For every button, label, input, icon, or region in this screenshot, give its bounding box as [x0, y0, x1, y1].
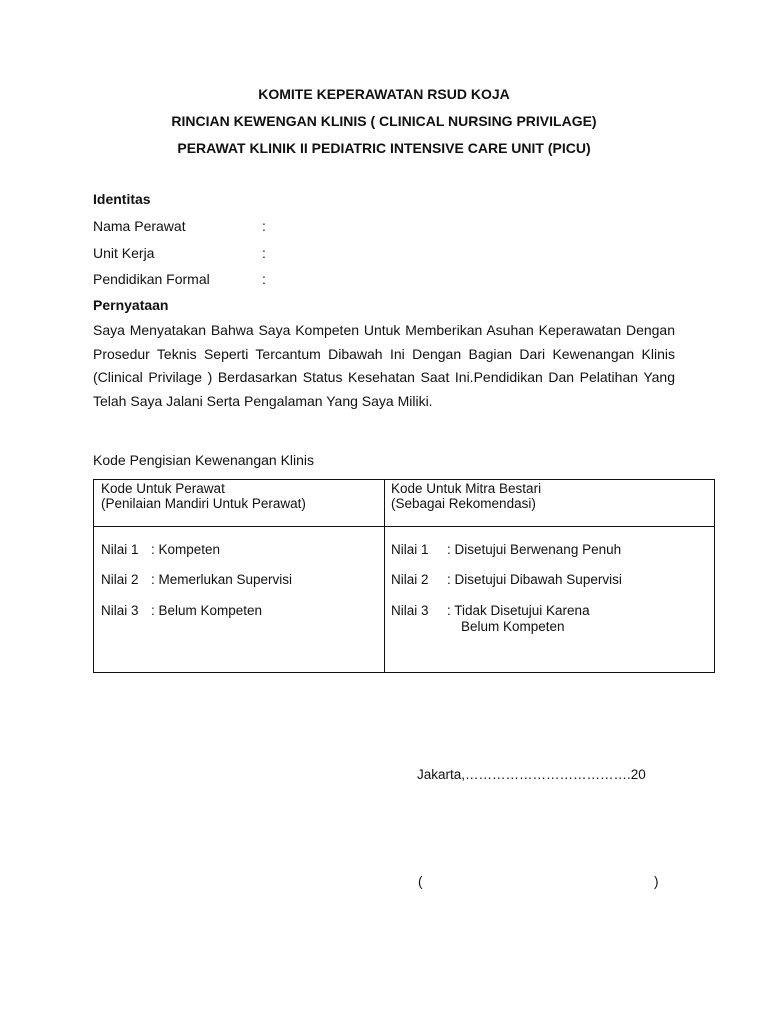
right-nilai-row: [391, 603, 590, 619]
kode-caption: Kode Pengisian Kewenangan Klinis: [93, 452, 315, 468]
right-nilai-row: [391, 572, 622, 588]
right-nilai-continuation: Belum Kompeten: [461, 619, 565, 634]
table-header-divider: [94, 526, 714, 527]
right-header-line-2: (Sebagai Rekomendasi): [391, 496, 536, 511]
table-column-divider: [384, 480, 385, 672]
document-header: [0, 84, 768, 165]
nilai-number: Nilai 3: [101, 603, 139, 618]
nilai-number: Nilai 3: [391, 603, 429, 618]
field-label-pendidikan-formal: Pendidikan Formal: [93, 271, 210, 287]
left-nilai-row: [101, 572, 292, 588]
nilai-number: Nilai 1: [391, 542, 429, 557]
nilai-number: Nilai 2: [391, 572, 429, 587]
field-label-unit-kerja: Unit Kerja: [93, 245, 155, 261]
identitas-heading: Identitas: [93, 191, 151, 207]
field-colon-pendidikan-formal: :: [262, 271, 266, 287]
place-date-line: Jakarta,……………………………….20: [417, 767, 646, 782]
right-nilai-row: [391, 542, 621, 558]
nilai-number: Nilai 2: [101, 572, 139, 587]
right-header-line-1: Kode Untuk Mitra Bestari: [391, 481, 542, 496]
header-line-2: RINCIAN KEWENGAN KLINIS ( CLINICAL NURSING PRIVILAGE): [171, 113, 597, 129]
header-line-3: PERAWAT KLINIK II PEDIATRIC INTENSIVE CARE UNIT (PICU): [177, 140, 591, 156]
left-nilai-row: [101, 603, 262, 619]
nilai-description: : Kompeten: [151, 542, 221, 557]
nilai-description: : Belum Kompeten: [151, 603, 263, 618]
pernyataan-heading: Pernyataan: [93, 297, 169, 313]
field-label-nama-perawat: Nama Perawat: [93, 218, 186, 234]
header-line-1: KOMITE KEPERAWATAN RSUD KOJA: [258, 86, 510, 102]
field-colon-unit-kerja: :: [262, 245, 266, 261]
left-header-line-2: (Penilaian Mandiri Untuk Perawat): [101, 496, 306, 511]
nilai-description: : Disetujui Dibawah Supervisi: [447, 572, 622, 587]
kode-table: [93, 479, 715, 673]
pernyataan-paragraph: Saya Menyatakan Bahwa Saya Kompeten Untuk Memberikan Asuhan Keperawatan Dengan Prosedur Teknis Seperti Tercantum Dibawah Ini Dengan Bagian Dari Kewenangan Klinis (Clinical Privilage ) Berdasarkan Status Kesehatan Saat Ini.Pendidikan Dan Pelatihan Yang Telah Saya Jalani Serta Pengalaman Yang Saya Miliki.: [93, 322, 675, 410]
nilai-description: : Disetujui Berwenang Penuh: [447, 542, 622, 557]
nilai-number: Nilai 1: [101, 542, 139, 557]
field-colon-nama-perawat: :: [262, 218, 266, 234]
signature-close-paren: ): [654, 874, 659, 889]
signature-open-paren: (: [418, 874, 423, 889]
nilai-description: : Memerlukan Supervisi: [151, 572, 293, 587]
nilai-description: : Tidak Disetujui Karena: [447, 603, 590, 618]
left-nilai-row: [101, 542, 220, 558]
left-header-line-1: Kode Untuk Perawat: [101, 481, 225, 496]
